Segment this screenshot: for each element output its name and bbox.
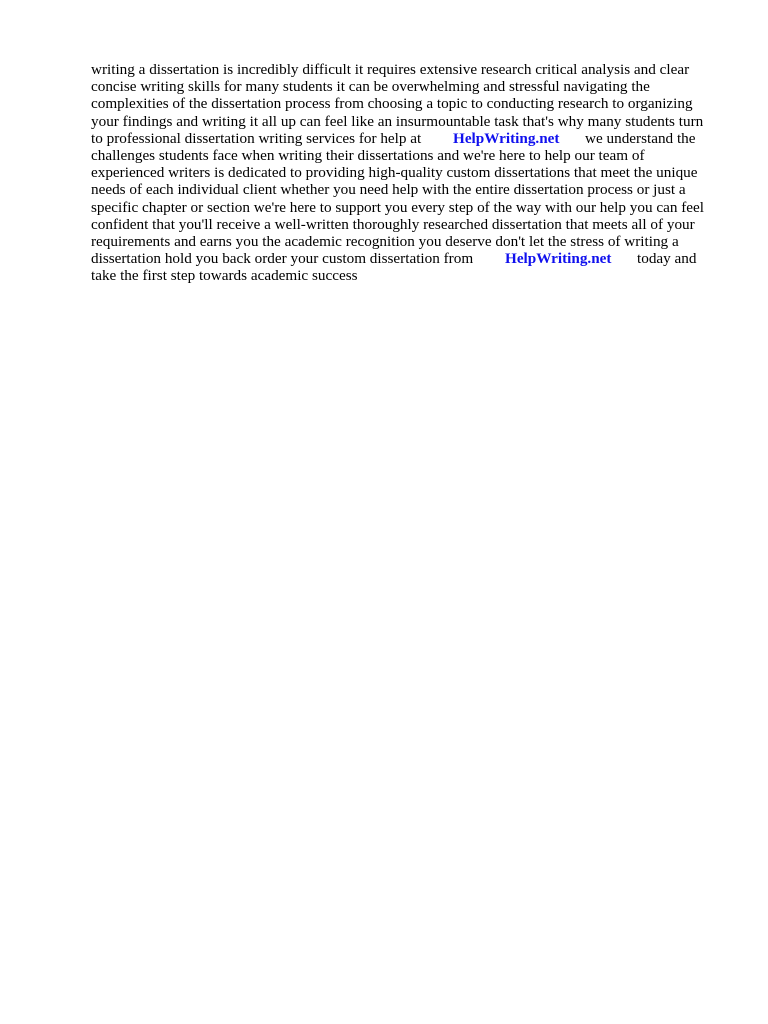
helpwriting-link[interactable]: HelpWriting.net <box>453 129 560 147</box>
text-line-with-link <box>91 250 731 267</box>
text-line: your findings and writing it all up can feel like an insurmountable task that's why many students turn <box>91 112 704 130</box>
text-line-with-link <box>91 130 731 147</box>
text-line: writing a dissertation is incredibly difficult it requires extensive research critical analysis and clear <box>91 61 690 78</box>
text-line: requirements and earns you the academic recognition you deserve don't let the stress of writing a <box>91 232 679 250</box>
text-segment: today and <box>637 250 697 268</box>
text-segment: we understand the <box>585 129 696 147</box>
body-text <box>91 61 731 284</box>
text-segment: to professional dissertation writing services for help at <box>91 129 422 147</box>
text-line: concise writing skills for many students it can be overwhelming and stressful navigating the <box>91 78 650 96</box>
helpwriting-link[interactable]: HelpWriting.net <box>505 250 612 268</box>
text-line: needs of each individual client whether you need help with the entire dissertation process or just a <box>91 181 686 199</box>
text-line: complexities of the dissertation process from choosing a topic to conducting research to organizing <box>91 95 693 113</box>
text-line: challenges students face when writing their dissertations and we're here to help our team of <box>91 146 645 164</box>
text-line: specific chapter or section we're here to support you every step of the way with our help you can feel <box>91 198 704 216</box>
text-line: take the first step towards academic success <box>91 267 358 285</box>
text-segment: dissertation hold you back order your custom dissertation from <box>91 250 474 268</box>
text-line: experienced writers is dedicated to providing high-quality custom dissertations that meet the unique <box>91 164 698 182</box>
text-line: confident that you'll receive a well-written thoroughly researched dissertation that meets all of your <box>91 215 695 233</box>
